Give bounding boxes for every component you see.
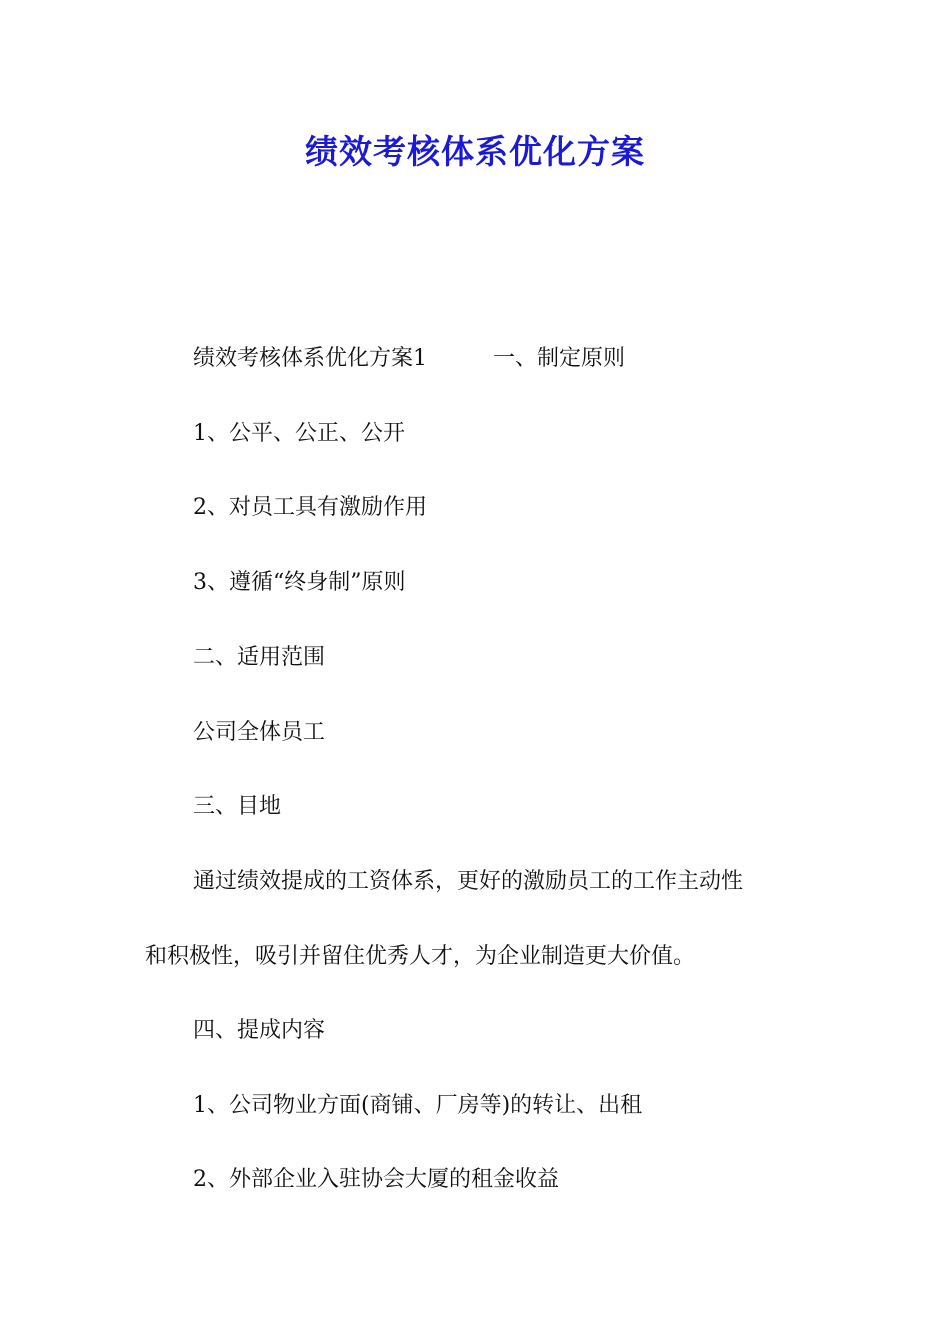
- list-item: 3、遵循“终身制”原则: [193, 570, 406, 595]
- list-item: 2、对员工具有激励作用: [193, 495, 427, 520]
- paragraph-continuation: 和积极性，吸引并留住优秀人才，为企业制造更大价值。: [145, 944, 696, 969]
- section-heading-purpose: 三、目地: [193, 794, 282, 819]
- section-heading-commission: 四、提成内容: [193, 1018, 326, 1043]
- document-title: 绩效考核体系优化方案: [305, 132, 645, 171]
- list-item: 1、公司物业方面(商铺、厂房等)的转让、出租: [193, 1093, 643, 1118]
- list-item: 1、公平、公正、公开: [193, 421, 405, 446]
- list-item: 2、外部企业入驻协会大厦的租金收益: [193, 1167, 559, 1192]
- paragraph: 通过绩效提成的工资体系，更好的激励员工的工作主动性: [193, 869, 744, 894]
- paragraph-heading-principles: 绩效考核体系优化方案1 一、制定原则: [193, 346, 625, 371]
- section-heading-scope: 二、适用范围: [193, 645, 326, 670]
- paragraph: 公司全体员工: [193, 720, 326, 745]
